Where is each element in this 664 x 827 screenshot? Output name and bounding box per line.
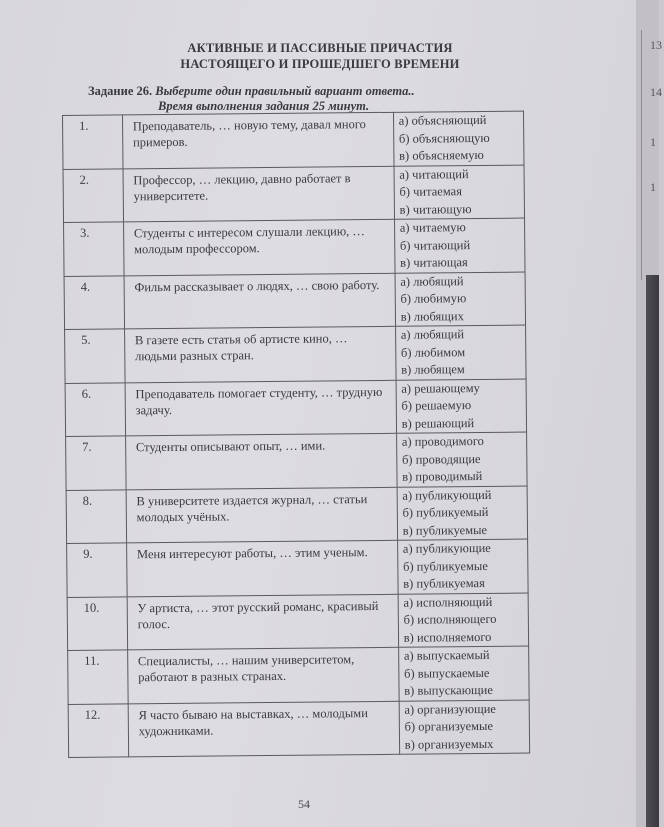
exercise-table — [62, 111, 530, 758]
task-instruction: Выберите один правильный вариант ответа.. — [155, 84, 415, 98]
answer-option: б) объясняющую — [398, 130, 490, 146]
row-number: 2. — [63, 168, 123, 222]
row-sentence: Профессор, … лекцию, давно работает в университете. — [123, 166, 394, 222]
answer-option: а) выпускаемый — [403, 647, 490, 663]
answer-option: б) читающий — [399, 237, 471, 253]
task-time-limit: Время выполнения задания 25 минут. — [158, 99, 370, 113]
answer-option: б) публикуемый — [402, 504, 489, 520]
answer-option: в) организуемых — [404, 736, 494, 752]
exercise-row — [66, 432, 527, 490]
row-number: 10. — [67, 596, 127, 650]
row-sentence: Преподаватель помогает студенту, … трудную задачу. — [125, 380, 396, 436]
exercise-row — [64, 272, 525, 330]
adjacent-fragment-1: 13 — [650, 38, 662, 52]
row-options — [396, 379, 527, 434]
answer-option: а) объясняющий — [398, 112, 487, 128]
answer-option: а) любящий — [400, 327, 465, 342]
answer-option: а) публикующий — [402, 487, 492, 503]
answer-option: а) любящий — [400, 273, 464, 289]
row-number: 6. — [65, 382, 125, 436]
row-options — [395, 272, 526, 327]
exercise-table-body — [63, 111, 530, 757]
exercise-row — [68, 700, 529, 758]
exercise-row — [66, 486, 527, 544]
row-options — [394, 218, 525, 273]
row-number: 4. — [64, 275, 124, 329]
exercise-row — [63, 165, 524, 223]
adjacent-fragment-4: 1 — [650, 180, 656, 194]
row-options — [393, 111, 524, 166]
adjacent-fragment-3: 1 — [650, 135, 656, 149]
row-sentence: Меня интересуют работы, … этим ученым. — [126, 540, 397, 596]
book-spine-shadow — [646, 275, 659, 827]
task-label: Задание 26. — [88, 84, 153, 98]
row-number: 5. — [65, 329, 125, 383]
page-title — [120, 40, 520, 72]
row-sentence: В университете издается журнал, … статьи молодых учёных. — [126, 487, 397, 543]
row-sentence: У артиста, … этот русский романс, красивый голос. — [127, 594, 398, 650]
answer-option: в) исполняемого — [403, 629, 492, 645]
exercise-row — [67, 539, 528, 597]
answer-option: в) читающую — [399, 201, 472, 217]
row-options — [396, 432, 527, 487]
row-options — [398, 593, 529, 648]
row-sentence: Фильм рассказывает о людях, … свою работу. — [124, 273, 395, 329]
answer-option: б) исполняющего — [403, 611, 497, 627]
exercise-row — [65, 325, 526, 383]
row-number: 11. — [68, 650, 128, 704]
answer-option: б) решаемую — [401, 398, 472, 413]
answer-option: а) проводимого — [401, 433, 484, 449]
exercise-row — [64, 218, 525, 276]
answer-option: б) читаемая — [399, 184, 462, 199]
row-number: 8. — [66, 489, 126, 543]
answer-option: в) публикуемые — [402, 522, 488, 538]
row-options — [394, 165, 525, 220]
answer-option: б) любимую — [400, 291, 467, 306]
answer-option: а) решающему — [401, 380, 480, 396]
row-options — [395, 325, 526, 380]
row-sentence: В газете есть статья об артисте кино, … людьми разных стран. — [124, 326, 395, 382]
answer-option: в) решающий — [401, 415, 475, 431]
row-number: 12. — [68, 703, 128, 757]
row-number: 9. — [67, 543, 127, 597]
row-sentence: Преподаватель, … новую тему, давал много примеров. — [122, 112, 393, 168]
row-number: 3. — [64, 222, 124, 276]
answer-option: а) читаемую — [399, 220, 466, 235]
answer-option: а) организующие — [404, 701, 497, 717]
answer-option: а) исполняющий — [403, 594, 493, 610]
page-number: 54 — [298, 797, 310, 811]
row-sentence: Я часто бываю на выставках, … молодыми художниками. — [128, 701, 399, 757]
row-sentence: Студенты описывают опыт, … ими. — [125, 433, 396, 489]
answer-option: в) проводимый — [402, 468, 483, 484]
row-number: 7. — [66, 436, 126, 490]
exercise-row — [68, 646, 529, 704]
row-options — [398, 646, 529, 701]
title-line-2: НАСТОЯЩЕГО И ПРОШЕДШЕГО ВРЕМЕНИ — [180, 57, 460, 71]
row-sentence: Студенты с интересом слушали лекцию, … молодым профессором. — [123, 219, 394, 275]
row-options — [397, 486, 528, 541]
answer-option: б) организуемые — [404, 718, 494, 734]
answer-option: а) читающий — [399, 166, 469, 182]
answer-option: б) проводящие — [401, 451, 481, 467]
answer-option: в) читающая — [400, 255, 468, 270]
row-options — [397, 539, 528, 594]
adjacent-fragment-2: 14 — [650, 85, 662, 99]
adjacent-page-fragment — [641, 30, 664, 280]
answer-option: в) любящих — [400, 308, 464, 324]
answer-option: а) публикующие — [402, 540, 491, 556]
row-sentence: Специалисты, … нашим университетом, работают в разных странах. — [127, 647, 398, 703]
task-heading — [88, 84, 415, 99]
title-line-1: АКТИВНЫЕ И ПАССИВНЫЕ ПРИЧАСТИЯ — [187, 41, 453, 55]
answer-option: в) объясняемую — [399, 147, 484, 163]
answer-option: в) публикуемая — [403, 575, 485, 591]
exercise-row — [65, 379, 526, 437]
answer-option: б) любимом — [400, 344, 466, 360]
answer-option: в) любящем — [401, 362, 465, 377]
answer-option: в) выпускающие — [404, 682, 493, 698]
exercise-row — [63, 111, 524, 169]
answer-option: б) выпускаемые — [404, 665, 490, 681]
row-number: 1. — [63, 115, 123, 169]
row-options — [399, 700, 530, 755]
answer-option: б) публикуемые — [402, 558, 488, 574]
exercise-row — [67, 593, 528, 651]
